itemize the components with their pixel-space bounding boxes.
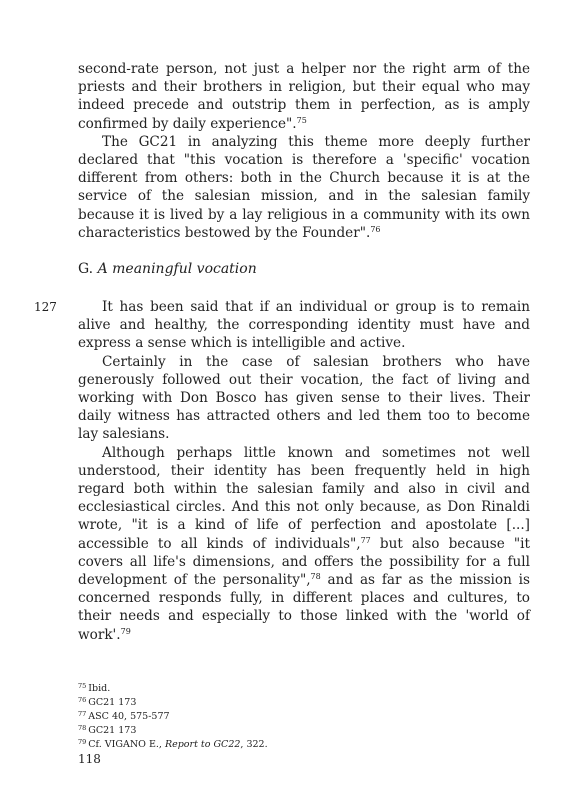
margin-paragraph-number: 127 xyxy=(34,300,57,314)
footnote-item: $^{79}$ Cf. VIGANO E., Report to GC22, 322. xyxy=(78,737,268,750)
footnotes-list xyxy=(78,681,530,751)
paragraph-gc21: The GC21 in analyzing this theme more deeply further declared that "this vocation is therefore a 'specific' vocation different from others: both in the Church because it is at the service of the salesian mission, and in the salesian family because it is lived by a lay religious in a community with its own characteristics bestowed by the Founder".$^{76}$ xyxy=(78,133,530,241)
paragraph-salesian-brothers: Certainly in the case of salesian brothers who have generously followed out their vocation, the fact of living and working with Don Bosco has given sense to their lives. Their daily witness has attracted others and led them too to become lay salesians. xyxy=(78,353,530,443)
footnote-item: $^{75}$ Ibid. xyxy=(78,682,111,694)
footnote-ref-75: 75 xyxy=(296,115,307,125)
footnote-ref-76: 76 xyxy=(370,224,381,234)
paragraph-continuation: second-rate person, not just a helper nor the right arm of the priests and their brothers in religion, but their equal who may indeed precede and outstrip them in perfection, as is amply confirmed by daily experience".$^{75}$ xyxy=(78,61,530,132)
paragraph-identity: It has been said that if an individual or group is to remain alive and healthy, the corresponding identity must have and express a sense which is intelligible and active. xyxy=(78,299,530,352)
top-text-block xyxy=(78,60,530,242)
section-title: A meaningful vocation xyxy=(97,261,257,277)
section-letter: G. xyxy=(78,261,94,277)
page-number: 118 xyxy=(78,752,101,766)
paragraph-regard: Although perhaps little known and sometimes not well understood, their identity has been frequently held in high regard both within the salesian family and also in civil and ecclesiastical circles. And this not only because, as Don Rinaldi wrote, "it is a kind of life of perfection and apostolate [...] accessible to all kinds of individuals",$^{77}$ but also because "it covers all life's dimensions, and offers the possibility for a full development of the personality",$^{78}$ and as far as the mission is concerned responds fully, in different places and cultures, to their needs and especially to those linked with the 'world of work'.$^{79}$ xyxy=(78,444,530,643)
footnote-item: $^{76}$ GC21 173 xyxy=(78,695,137,708)
section-heading xyxy=(78,260,530,278)
footnote-ref-77: 77 xyxy=(360,535,371,545)
main-text-block xyxy=(78,298,530,644)
footnote-item: $^{78}$ GC21 173 xyxy=(78,723,137,736)
footnote-ref-78: 78 xyxy=(310,572,321,582)
footnote-ref-79: 79 xyxy=(120,626,131,636)
footnote-item: $^{77}$ ASC 40, 575-577 xyxy=(78,709,170,722)
